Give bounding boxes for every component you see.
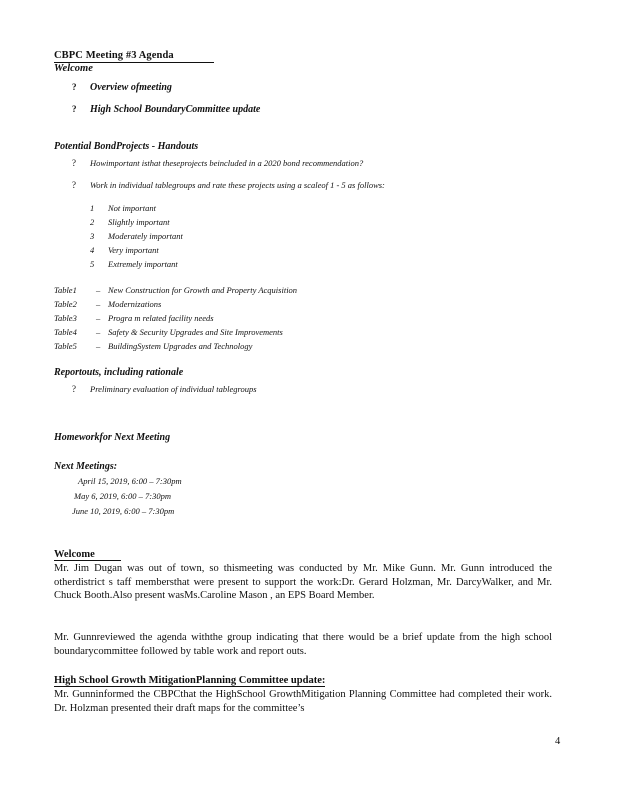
table-name: Table1: [54, 285, 77, 295]
table-description: Safety & Security Upgrades and Site Improvements: [108, 327, 283, 337]
section-heading-reportouts: Reportouts, including rationale: [54, 367, 184, 378]
scale-item: [90, 231, 183, 241]
project-item: [72, 180, 385, 190]
scale-number: 1: [90, 203, 95, 213]
minutes-welcome-heading-text: Welcome: [54, 549, 121, 561]
table-name: Table2: [54, 299, 77, 309]
welcome-item: [72, 82, 172, 93]
meeting-date: April 15, 2019, 6:00 – 7:30pm: [78, 476, 182, 486]
meeting-date: May 6, 2019, 6:00 – 7:30pm: [74, 491, 172, 501]
page-number: 4: [555, 736, 561, 747]
bullet-marker: ?: [72, 180, 76, 190]
table-assignment: Table1 – New Construction for Growth and Property Acquisition: [54, 285, 298, 295]
scale-item: [90, 259, 178, 269]
bullet-marker: ?: [72, 82, 77, 92]
table-description: Modernizations: [108, 299, 162, 309]
scale-label: Not important: [108, 203, 156, 213]
welcome-heading: Welcome: [54, 63, 93, 74]
project-item-text: Work in individual tablegroups and rate these projects using a scaleof 1 - 5 as follows:: [90, 180, 385, 190]
scale-number: 5: [90, 259, 95, 269]
scale-label: Moderately important: [108, 231, 183, 241]
table-name: Table5: [54, 341, 77, 351]
scale-label: Extremely important: [108, 259, 178, 269]
table-name: Table4: [54, 327, 77, 337]
welcome-item-text: Overview ofmeeting: [90, 82, 172, 93]
scale-item: [90, 217, 170, 227]
table-name: Table3: [54, 313, 77, 323]
table-assignment: Table3 – Progra m related facility needs: [54, 313, 214, 323]
scale-number: 2: [90, 217, 95, 227]
bullet-marker: ?: [72, 384, 76, 394]
minutes-hs-heading: [54, 675, 325, 686]
scale-item: [90, 245, 159, 255]
minutes-welcome-heading: [54, 549, 121, 560]
bullet-marker: ?: [72, 158, 76, 168]
scale-number: 4: [90, 245, 95, 255]
table-assignment: Table5 – BuildingSystem Upgrades and Technology: [54, 341, 253, 351]
minutes-hs-paragraph: Mr. Gunninformed the CBPCthat the HighSchool GrowthMitigation Planning Committee had completed their work. Dr. Holzman presented their draft maps for the committee’s: [54, 689, 552, 714]
table-description: New Construction for Growth and Property Acquisition: [108, 285, 298, 295]
scale-label: Very important: [108, 245, 159, 255]
table-assignment: Table2 – Modernizations: [54, 299, 162, 309]
agenda-title: CBPC Meeting #3 Agenda: [54, 50, 214, 63]
section-heading-bond-projects: Potential BondProjects - Handouts: [54, 141, 199, 152]
scale-item: [90, 203, 156, 213]
project-item-text: Howimportant isthat theseprojects beincluded in a 2020 bond recommendation?: [90, 158, 364, 168]
minutes-agenda-paragraph: Mr. Gunnreviewed the agenda withthe group indicating that there would be a brief update from the high school boundarycommittee followed by table work and report outs.: [54, 632, 552, 657]
welcome-item-text: High School BoundaryCommittee update: [90, 104, 261, 115]
scale-number: 3: [90, 231, 95, 241]
welcome-item: [72, 104, 260, 115]
reportout-item: [72, 384, 257, 394]
reportout-item-text: Preliminary evaluation of individual tablegroups: [90, 384, 257, 394]
table-assignment: Table4 – Safety & Security Upgrades and Site Improvements: [54, 327, 283, 337]
table-description: Progra m related facility needs: [108, 313, 214, 323]
bullet-marker: ?: [72, 104, 77, 114]
section-heading-homework: Homeworkfor Next Meeting: [54, 432, 171, 443]
scale-label: Slightly important: [108, 217, 170, 227]
meeting-date: June 10, 2019, 6:00 – 7:30pm: [72, 506, 175, 516]
project-item: [72, 158, 363, 168]
minutes-welcome-paragraph: Mr. Jim Dugan was out of town, so thismeeting was conducted by Mr. Mike Gunn. Mr. Gunn introduced the otherdistrict s taff membersthat were present to support the work:Dr. Gerard Holzman, Mr. DarcyWalker, and Mr. Chuck Booth.Also present wasMs.Caroline Mason , an EPS Board Member.: [54, 563, 552, 601]
minutes-hs-heading-text: High School Growth MitigationPlanning Committee update:: [54, 675, 326, 686]
table-description: BuildingSystem Upgrades and Technology: [108, 341, 253, 351]
section-heading-next-meetings: Next Meetings:: [54, 461, 118, 472]
